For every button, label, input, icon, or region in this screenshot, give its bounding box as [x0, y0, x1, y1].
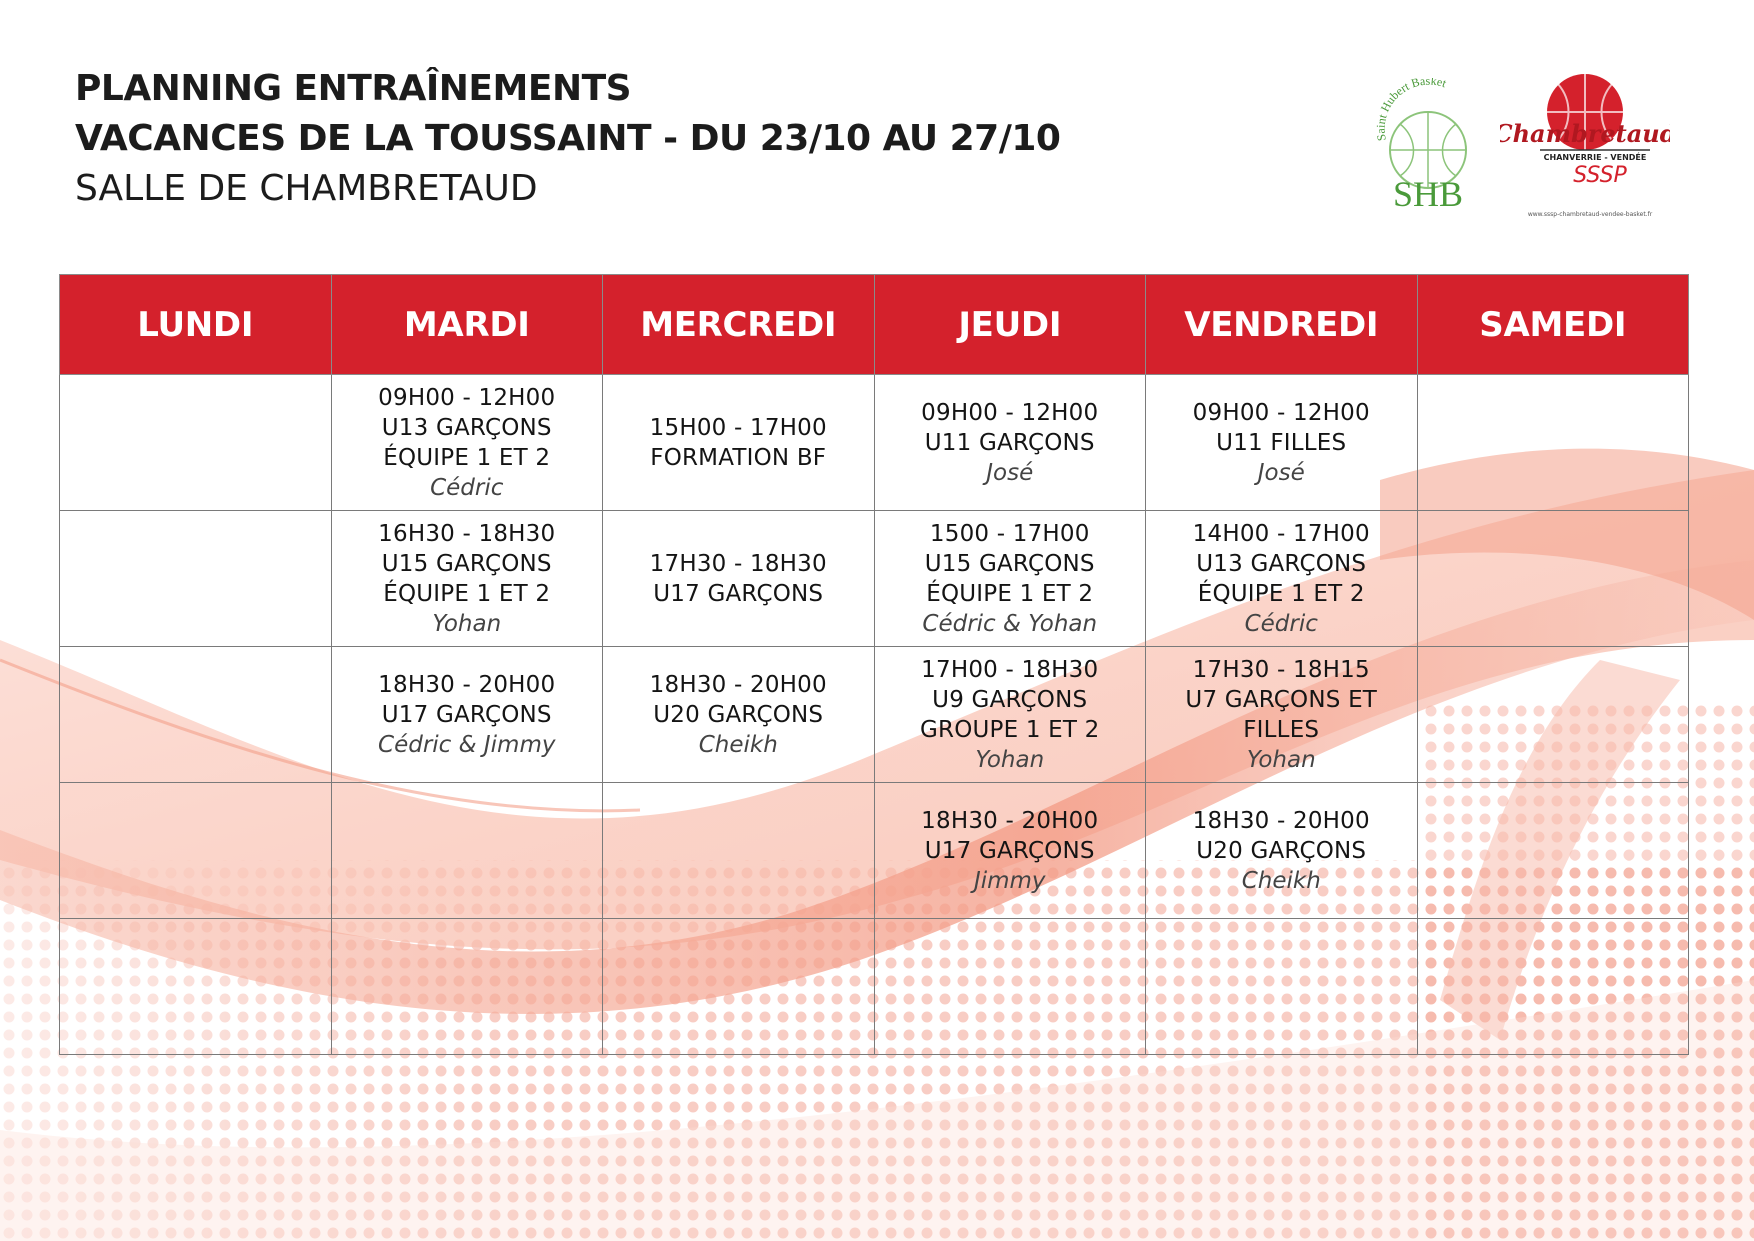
schedule-cell — [603, 511, 875, 647]
coach-name: Yohan — [432, 610, 502, 637]
group-label: U17 GARÇONS — [653, 580, 824, 607]
schedule-cell — [1146, 647, 1418, 783]
table-row — [60, 511, 1689, 647]
group-label: U11 FILLES — [1216, 429, 1347, 456]
group-label: FILLES — [1243, 716, 1320, 743]
schedule-cell — [60, 647, 332, 783]
schedule-cell — [874, 919, 1146, 1055]
schedule-cell — [60, 511, 332, 647]
day-header: MERCREDI — [603, 275, 875, 375]
schedule-cell — [331, 647, 603, 783]
schedule-cell — [874, 511, 1146, 647]
schedule-cell — [874, 647, 1146, 783]
group-label: U17 GARÇONS — [924, 837, 1095, 864]
schedule-cell — [60, 919, 332, 1055]
day-header: VENDREDI — [1146, 275, 1418, 375]
schedule-cell — [1146, 375, 1418, 511]
group-label: U17 GARÇONS — [381, 701, 552, 728]
time-slot: 18H30 - 20H00 — [1192, 807, 1370, 834]
group-label: U15 GARÇONS — [924, 550, 1095, 577]
table-row — [60, 647, 1689, 783]
schedule-cell — [1417, 783, 1689, 919]
sssp-website: www.sssp-chambretaud-vendee-basket.fr — [1527, 211, 1653, 218]
schedule-cell — [1417, 375, 1689, 511]
coach-name: Cédric — [1244, 610, 1318, 637]
group-label: U7 GARÇONS ET — [1185, 686, 1378, 713]
group-label: U20 GARÇONS — [1196, 837, 1367, 864]
day-header: LUNDI — [60, 275, 332, 375]
group-label: ÉQUIPE 1 ET 2 — [1197, 580, 1365, 607]
time-slot: 17H30 - 18H30 — [649, 550, 827, 577]
time-slot: 18H30 - 20H00 — [649, 671, 827, 698]
sssp-subtitle: CHANVERRIE - VENDÉE — [1543, 153, 1647, 162]
basketball-icon — [1368, 78, 1488, 213]
coach-name: Yohan — [1246, 746, 1316, 773]
shb-logo — [1368, 78, 1488, 213]
group-label: GROUPE 1 ET 2 — [919, 716, 1100, 743]
group-label: U13 GARÇONS — [381, 414, 552, 441]
title-line-3: SALLE DE CHAMBRETAUD — [75, 168, 538, 209]
schedule-cell — [1146, 511, 1418, 647]
time-slot: 18H30 - 20H00 — [921, 807, 1099, 834]
group-label: ÉQUIPE 1 ET 2 — [383, 444, 551, 471]
time-slot: 09H00 - 12H00 — [378, 384, 556, 411]
basketball-icon — [1500, 70, 1670, 225]
schedule-cell — [1146, 919, 1418, 1055]
time-slot: 18H30 - 20H00 — [378, 671, 556, 698]
sssp-name: Chambretaud — [1500, 119, 1670, 148]
time-slot: 17H30 - 18H15 — [1192, 656, 1370, 683]
time-slot: 17H00 - 18H30 — [921, 656, 1099, 683]
group-label: ÉQUIPE 1 ET 2 — [926, 580, 1094, 607]
title-line-2: VACANCES DE LA TOUSSAINT - DU 23/10 AU 27/10 — [75, 118, 1061, 159]
schedule-cell — [1417, 647, 1689, 783]
coach-name: José — [986, 459, 1034, 486]
shb-initials: SHB — [1392, 174, 1464, 213]
schedule-cell — [60, 375, 332, 511]
group-label: U15 GARÇONS — [381, 550, 552, 577]
schedule-cell — [874, 375, 1146, 511]
time-slot: 15H00 - 17H00 — [649, 414, 827, 441]
schedule-table — [59, 274, 1689, 1055]
time-slot: 14H00 - 17H00 — [1192, 520, 1370, 547]
day-header: JEUDI — [874, 275, 1146, 375]
schedule-cell — [1146, 783, 1418, 919]
time-slot: 09H00 - 12H00 — [1192, 399, 1370, 426]
title-line-1: PLANNING ENTRAÎNEMENTS — [75, 68, 632, 109]
schedule-cell — [603, 919, 875, 1055]
group-label: U20 GARÇONS — [653, 701, 824, 728]
title-block — [75, 64, 1060, 214]
day-header: SAMEDI — [1417, 275, 1689, 375]
schedule-cell — [331, 919, 603, 1055]
schedule-cell — [603, 647, 875, 783]
group-label: U9 GARÇONS — [932, 686, 1088, 713]
day-header: MARDI — [331, 275, 603, 375]
day-header-row — [60, 275, 1689, 375]
coach-name: Jimmy — [973, 867, 1046, 894]
group-label: FORMATION BF — [650, 444, 827, 471]
schedule-cell — [331, 375, 603, 511]
coach-name: Cheikh — [1241, 867, 1321, 894]
schedule-cell — [1417, 919, 1689, 1055]
schedule-cell — [331, 783, 603, 919]
group-label: U11 GARÇONS — [924, 429, 1095, 456]
coach-name: Cédric & Yohan — [922, 610, 1098, 637]
coach-name: Cheikh — [698, 731, 778, 758]
shb-arc-text: Saint Hubert Basket — [1373, 78, 1449, 143]
coach-name: José — [1257, 459, 1305, 486]
coach-name: Cédric & Jimmy — [378, 731, 556, 758]
schedule-cell — [1417, 511, 1689, 647]
table-row — [60, 375, 1689, 511]
group-label: U13 GARÇONS — [1196, 550, 1367, 577]
svg-text:Saint Hubert Basket — [1374, 78, 1449, 142]
sssp-logo — [1500, 70, 1670, 225]
time-slot: 1500 - 17H00 — [929, 520, 1090, 547]
coach-name: Yohan — [975, 746, 1045, 773]
schedule-cell — [874, 783, 1146, 919]
time-slot: 09H00 - 12H00 — [921, 399, 1099, 426]
schedule-cell — [331, 511, 603, 647]
time-slot: 16H30 - 18H30 — [378, 520, 556, 547]
table-row — [60, 919, 1689, 1055]
table-row — [60, 783, 1689, 919]
schedule-body — [60, 375, 1689, 1055]
schedule-cell — [60, 783, 332, 919]
coach-name: Cédric — [430, 474, 504, 501]
schedule-cell — [603, 375, 875, 511]
schedule-cell — [603, 783, 875, 919]
sssp-initials: SSSP — [1573, 163, 1627, 188]
group-label: ÉQUIPE 1 ET 2 — [383, 580, 551, 607]
